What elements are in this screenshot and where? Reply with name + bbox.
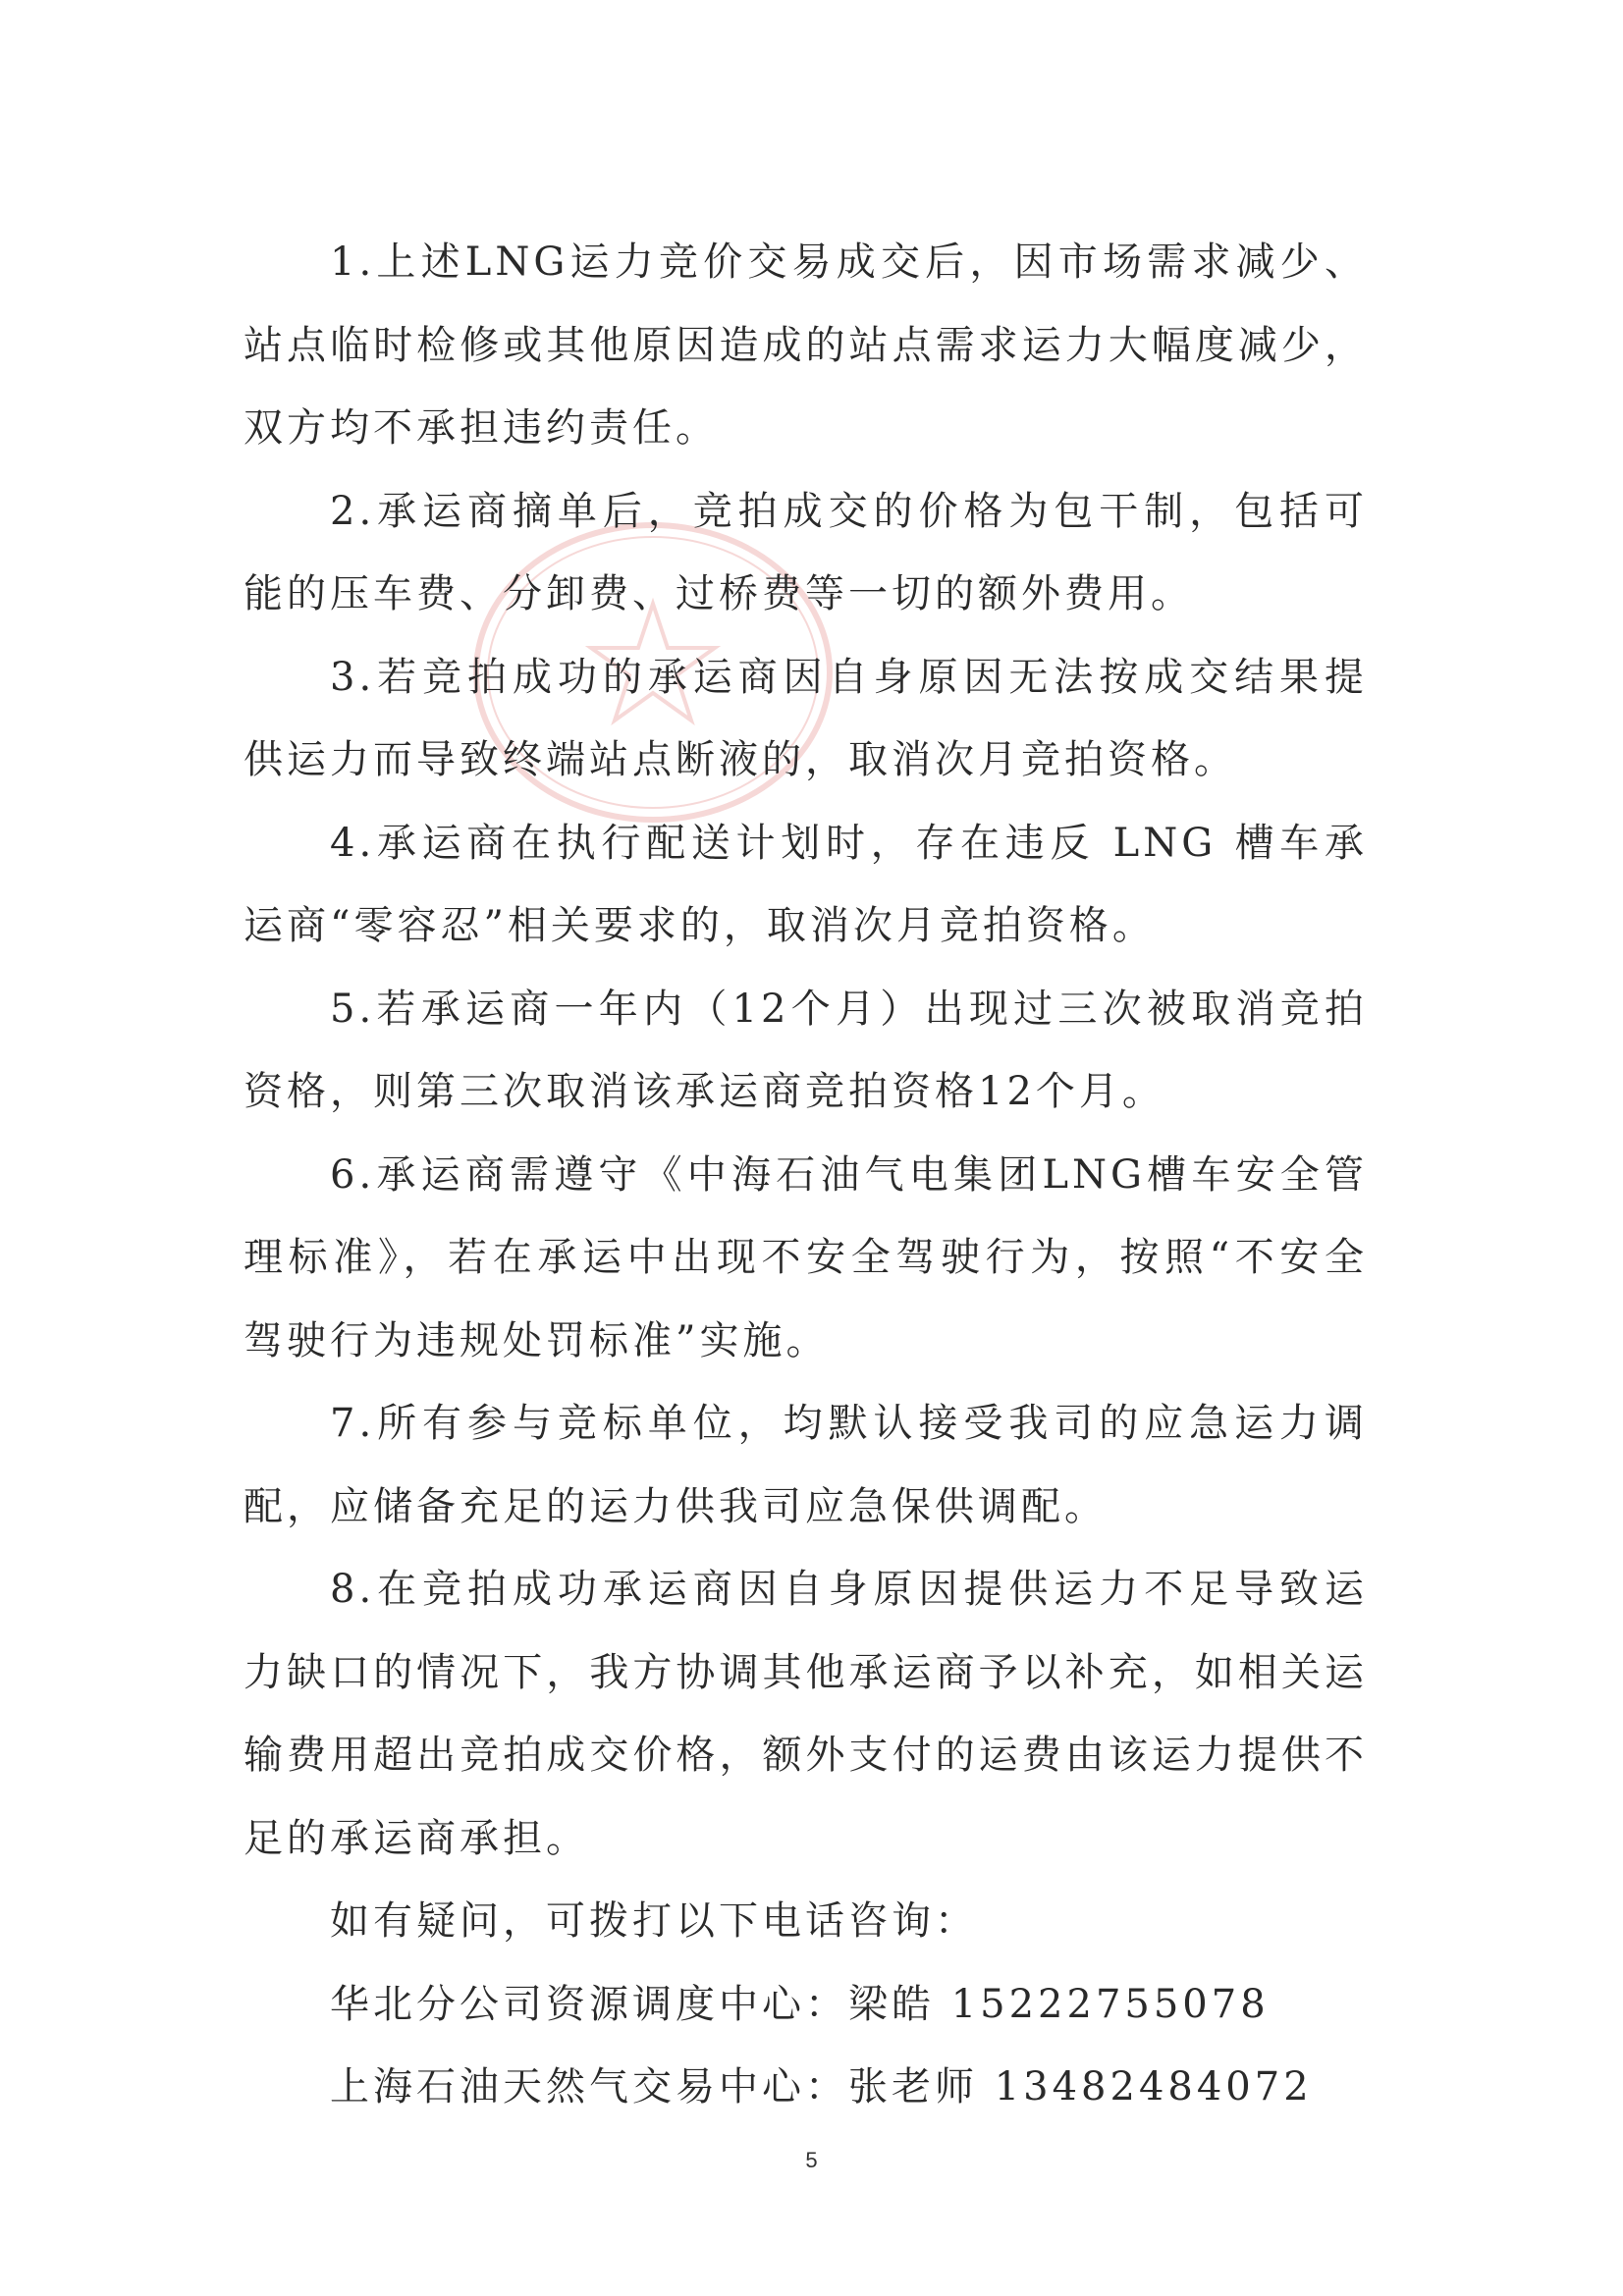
body-text [243, 221, 1368, 2129]
contact-line-1: 华北分公司资源调度中心：梁皓 15222755078 [330, 1981, 1270, 2027]
paragraph-8: 8.在竞拍成功承运商因自身原因提供运力不足导致运力缺口的情况下，我方协调其他承运商予以补充，如相关运输费用超出竞拍成交价格，额外支付的运费由该运力提供不足的承运商承担。 [243, 1567, 1368, 1861]
paragraph-5: 5.若承运商一年内（12个月）出现过三次被取消竞拍资格，则第三次取消该承运商竞拍资格12个月。 [243, 986, 1368, 1114]
contact-line-2: 上海石油天然气交易中心：张老师 13482484072 [330, 2064, 1313, 2109]
paragraph-1: 1.上述LNG运力竞价交易成交后，因市场需求减少、站点临时检修或其他原因造成的站点需求运力大幅度减少，双方均不承担违约责任。 [243, 240, 1368, 451]
paragraph-3: 3.若竞拍成功的承运商因自身原因无法按成交结果提供运力而导致终端站点断液的，取消次月竞拍资格。 [243, 654, 1368, 782]
paragraph-4: 4.承运商在执行配送计划时，存在违反 LNG 槽车承运商“零容忍”相关要求的，取消次月竞拍资格。 [243, 820, 1368, 948]
paragraph-6: 6.承运商需遵守《中海石油气电集团LNG槽车安全管理标准》，若在承运中出现不安全驾驶行为，按照“不安全驾驶行为违规处罚标准”实施。 [243, 1151, 1368, 1363]
paragraph-2: 2.承运商摘单后，竞拍成交的价格为包干制，包括可能的压车费、分卸费、过桥费等一切的额外费用。 [243, 488, 1368, 616]
paragraph-7: 7.所有参与竞标单位，均默认接受我司的应急运力调配，应储备充足的运力供我司应急保供调配。 [243, 1401, 1368, 1529]
page-number: 5 [805, 2148, 818, 2172]
contact-intro: 如有疑问，可拨打以下电话咨询： [330, 1898, 978, 1944]
